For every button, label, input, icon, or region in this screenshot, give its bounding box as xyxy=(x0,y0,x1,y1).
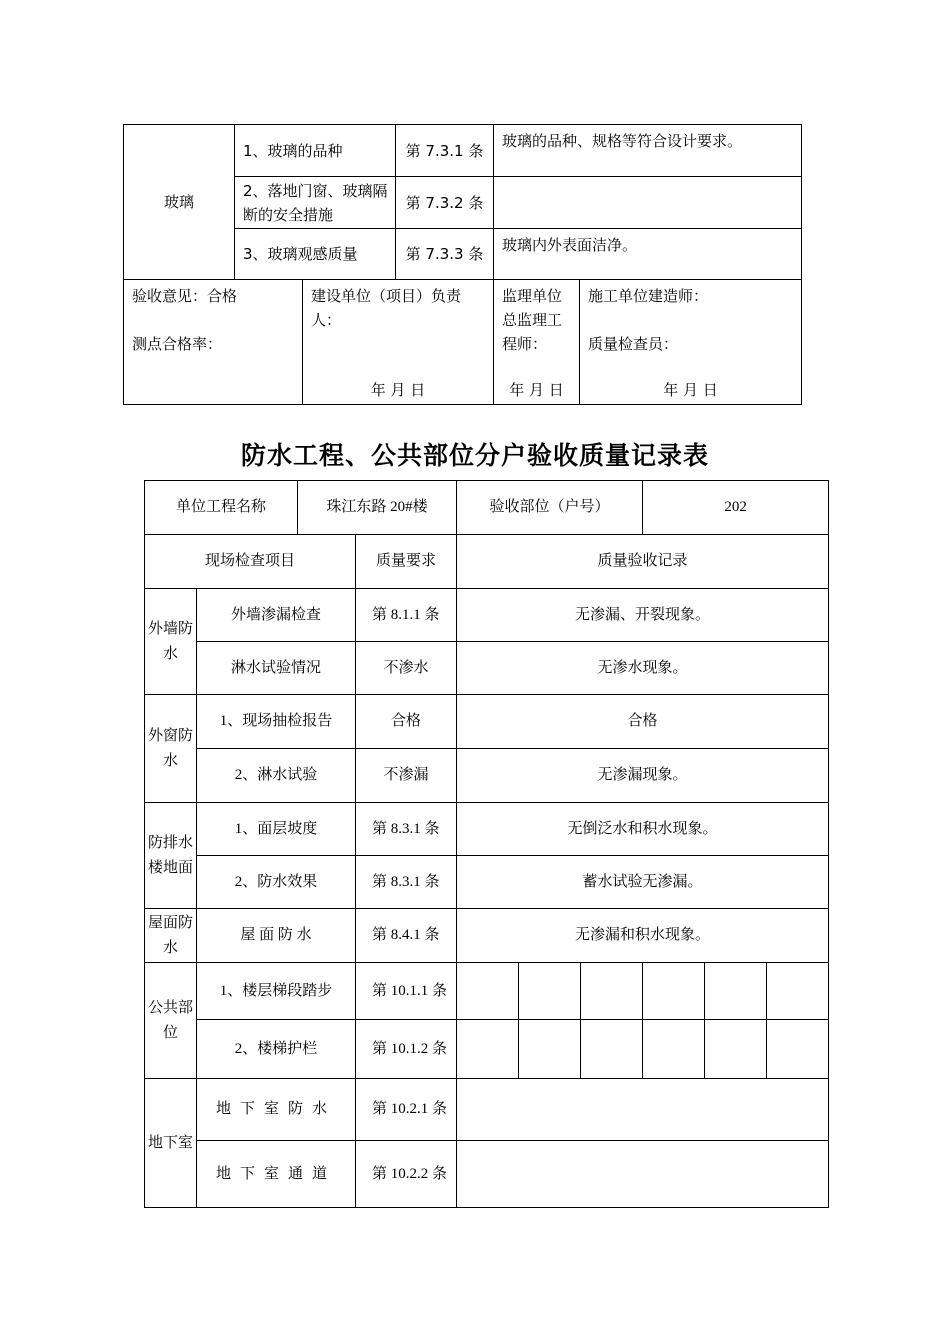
table-row-record: 蓄水试验无渗漏。 xyxy=(457,856,829,909)
table-row-item: 1、现场抽检报告 xyxy=(197,695,356,749)
record-cell-empty xyxy=(519,963,581,1020)
table-row-item: 1、面层坡度 xyxy=(197,803,356,856)
table-row-item: 屋 面 防 水 xyxy=(197,909,356,963)
table-row-requirement: 第 8.4.1 条 xyxy=(356,909,457,963)
record-cell-empty xyxy=(519,1020,581,1079)
page-title: 防水工程、公共部位分户验收质量记录表 xyxy=(240,443,709,470)
owner-sign-date: 年 月 日 xyxy=(370,381,426,399)
project-name-value: 珠江东路 20#楼 xyxy=(298,481,457,535)
table-row-record: 合格 xyxy=(457,695,829,749)
glass-clause-2: 第 7.3.2 条 xyxy=(396,177,494,229)
category-floor-drainage: 防排水楼地面 xyxy=(145,803,197,909)
table-row-item: 1、楼层梯段踏步 xyxy=(197,963,356,1020)
record-cell-empty xyxy=(457,963,519,1020)
record-cell-empty xyxy=(457,1020,519,1079)
record-cell-empty xyxy=(705,1020,767,1079)
glass-item-1: 1、玻璃的品种 xyxy=(235,125,396,177)
header-inspection-item: 现场检查项目 xyxy=(145,535,356,589)
record-cell-empty xyxy=(581,963,643,1020)
header-quality-requirement: 质量要求 xyxy=(356,535,457,589)
acceptance-opinion-cell xyxy=(124,280,303,405)
glass-record-3: 玻璃内外表面洁净。 xyxy=(494,229,802,280)
category-roof: 屋面防水 xyxy=(145,909,197,963)
header-quality-record: 质量验收记录 xyxy=(457,535,829,589)
glass-category-cell: 玻璃 xyxy=(124,125,235,280)
table-row-record: 无渗漏、开裂现象。 xyxy=(457,589,829,642)
record-cell-empty xyxy=(705,963,767,1020)
table-row-requirement: 合格 xyxy=(356,695,457,749)
inspection-part-value: 202 xyxy=(643,481,829,535)
table-row-item: 淋水试验情况 xyxy=(197,642,356,695)
glass-record-1: 玻璃的品种、规格等符合设计要求。 xyxy=(494,125,802,177)
glass-clause-3: 第 7.3.3 条 xyxy=(396,229,494,280)
table-row-record: 无渗漏现象。 xyxy=(457,749,829,803)
table-row-item: 2、防水效果 xyxy=(197,856,356,909)
table-row-requirement: 第 10.2.2 条 xyxy=(356,1141,457,1208)
builder-sign-label: 施工单位建造师： xyxy=(588,287,709,305)
record-cell-empty xyxy=(643,1020,705,1079)
category-basement: 地下室 xyxy=(145,1079,197,1208)
record-cell-empty xyxy=(581,1020,643,1079)
builder-sign-date: 年 月 日 xyxy=(663,381,718,399)
table-row-item: 2、楼梯护栏 xyxy=(197,1020,356,1079)
glass-inspection-table xyxy=(123,124,802,405)
table-row-requirement: 第 10.1.1 条 xyxy=(356,963,457,1020)
table-row-record xyxy=(457,1079,829,1141)
inspector-sign-label: 质量检查员： xyxy=(588,335,679,353)
supervisor-sign-cell xyxy=(494,280,580,405)
pass-rate-label: 测点合格率： xyxy=(132,335,223,353)
table-row-record xyxy=(457,1141,829,1208)
glass-item-3: 3、玻璃观感质量 xyxy=(235,229,396,280)
table-row-requirement: 第 8.3.1 条 xyxy=(356,803,457,856)
glass-clause-1: 第 7.3.1 条 xyxy=(396,125,494,177)
table-row-record: 无倒泛水和积水现象。 xyxy=(457,803,829,856)
category-exterior-window: 外窗防水 xyxy=(145,695,197,803)
owner-sign-label: 建设单位（项目）负责人： xyxy=(311,287,462,329)
table-row-record: 无渗水现象。 xyxy=(457,642,829,695)
table-row-item: 外墙渗漏检查 xyxy=(197,589,356,642)
table-row-requirement: 第 8.3.1 条 xyxy=(356,856,457,909)
table-row-item: 地下室通道 xyxy=(197,1141,356,1208)
table-row-item: 2、淋水试验 xyxy=(197,749,356,803)
waterproof-record-table xyxy=(144,480,829,1208)
glass-item-2: 2、落地门窗、玻璃隔断的安全措施 xyxy=(235,177,396,229)
category-exterior-wall: 外墙防水 xyxy=(145,589,197,695)
project-name-label: 单位工程名称 xyxy=(145,481,298,535)
builder-sign-cell xyxy=(580,280,802,405)
acceptance-opinion: 验收意见：合格 xyxy=(132,287,238,305)
table-row-requirement: 第 8.1.1 条 xyxy=(356,589,457,642)
supervisor-sign-label: 监理单位总监理工程师： xyxy=(502,287,563,353)
supervisor-sign-date: 年 月 日 xyxy=(509,381,564,399)
category-public-area: 公共部位 xyxy=(145,963,197,1079)
table-row-item: 地下室防水 xyxy=(197,1079,356,1141)
table-row-requirement: 不渗水 xyxy=(356,642,457,695)
record-cell-empty xyxy=(767,1020,829,1079)
table-row-record: 无渗漏和积水现象。 xyxy=(457,909,829,963)
table-row-requirement: 第 10.1.2 条 xyxy=(356,1020,457,1079)
record-cell-empty xyxy=(767,963,829,1020)
glass-record-2 xyxy=(494,177,802,229)
table-row-requirement: 第 10.2.1 条 xyxy=(356,1079,457,1141)
table-row-requirement: 不渗漏 xyxy=(356,749,457,803)
owner-sign-cell xyxy=(303,280,494,405)
inspection-part-label: 验收部位（户号） xyxy=(457,481,643,535)
record-cell-empty xyxy=(643,963,705,1020)
